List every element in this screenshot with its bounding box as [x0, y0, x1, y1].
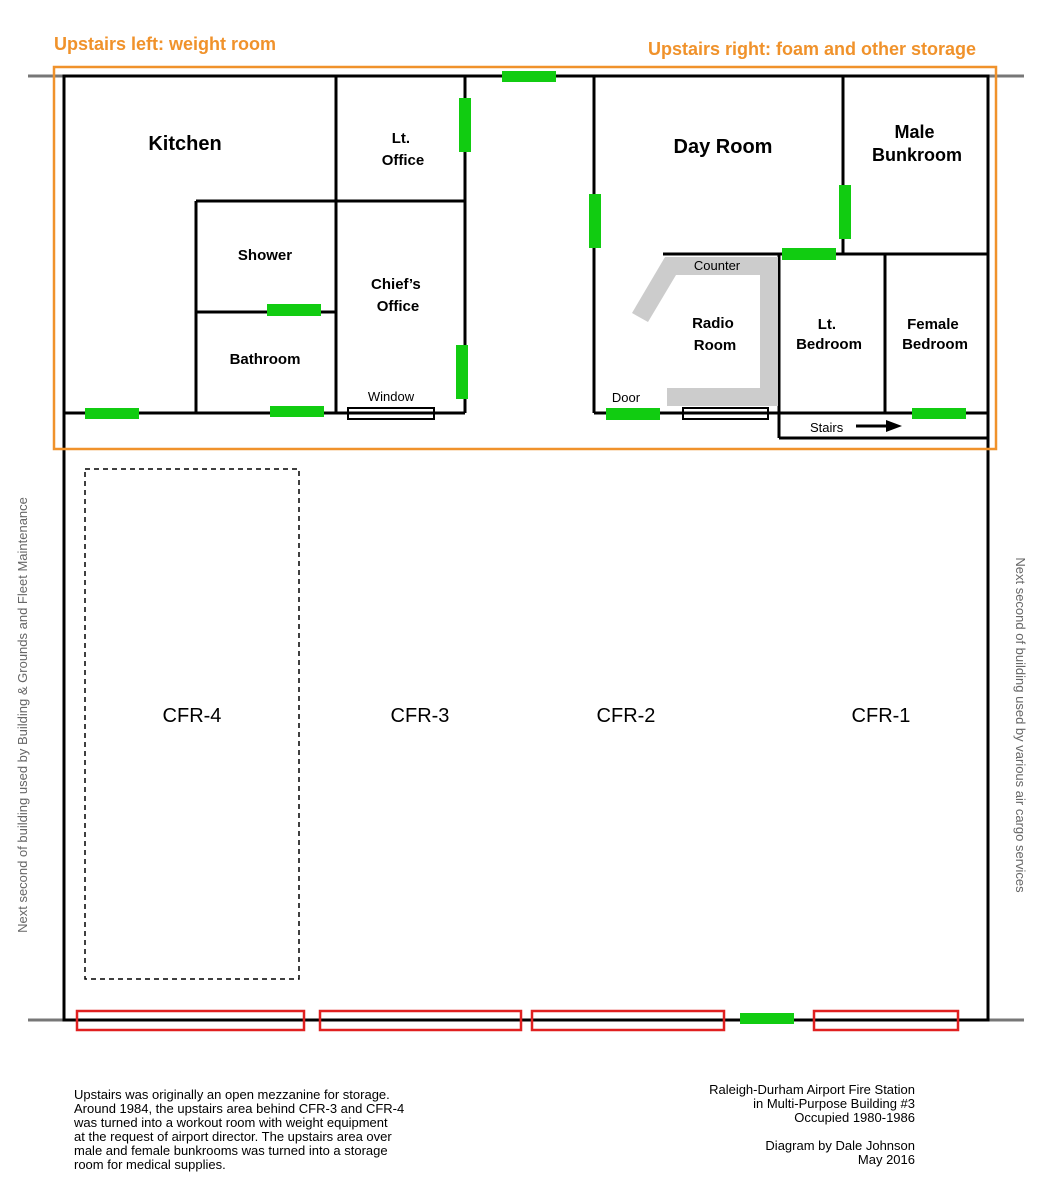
credit-note-line: Occupied 1980-1986: [794, 1110, 915, 1125]
bay-label-cfr-3: CFR-3: [390, 705, 450, 727]
door: [456, 345, 468, 399]
door: [606, 408, 660, 420]
upstairs-right-label: Upstairs right: foam and other storage: [647, 39, 976, 59]
counter-label: Counter: [693, 258, 741, 273]
credit-note-line: in Multi-Purpose Building #3: [753, 1096, 915, 1111]
chiefs-office-label: Chief’s Office: [371, 276, 421, 315]
left-side-label: Next second of building used by Building & Grounds and Fleet Maintenance: [15, 497, 30, 933]
history-note-line: was turned into a workout room with weight equipment: [74, 1115, 388, 1130]
door: [267, 304, 321, 316]
upstairs-left-label: Upstairs left: weight room: [54, 34, 277, 54]
history-note-line: male and female bunkrooms was turned into a storage: [74, 1143, 388, 1158]
window-label: Window: [367, 389, 415, 404]
door: [85, 408, 139, 419]
kitchen-label: Kitchen: [148, 133, 222, 155]
stairs-label: Stairs: [810, 420, 844, 435]
door: [502, 71, 556, 82]
stairs-arrow: [856, 420, 902, 432]
windows: [348, 408, 768, 419]
bay-label-cfr-2: CFR-2: [596, 705, 656, 727]
history-note-line: Upstairs was originally an open mezzanine for storage.: [74, 1087, 390, 1102]
lt-office-label: Lt. Office: [381, 130, 425, 169]
door: [459, 98, 471, 152]
door: [912, 408, 966, 419]
history-note-line: at the request of airport director. The upstairs area over: [74, 1129, 392, 1144]
interior-walls: [64, 76, 988, 438]
credit-note-line: Raleigh-Durham Airport Fire Station: [709, 1082, 915, 1097]
bay-label-cfr-1: CFR-1: [851, 705, 911, 727]
adjacent-building-lines: [28, 76, 1024, 1020]
history-note: [74, 1088, 404, 1172]
doors: [85, 71, 966, 1024]
credit-note-line: May 2016: [857, 1152, 915, 1167]
lt-bedroom-label: Lt. Bedroom: [796, 316, 862, 353]
credit-note-spacer: [709, 1125, 915, 1139]
door: [839, 185, 851, 239]
female-bedroom-label: Female Bedroom: [902, 316, 968, 353]
day-room-label: Day Room: [673, 136, 773, 158]
door-label: Door: [611, 390, 641, 405]
shower-label: Shower: [237, 247, 293, 264]
male-bunkroom-label: Male Bunkroom: [872, 122, 962, 165]
bathroom-label: Bathroom: [229, 351, 301, 368]
door: [270, 406, 324, 417]
door: [740, 1013, 794, 1024]
credit-note: [709, 1083, 915, 1167]
radio-room-label: Radio Room: [692, 315, 737, 354]
door: [782, 248, 836, 260]
history-note-line: room for medical supplies.: [74, 1157, 226, 1172]
history-note-line: Around 1984, the upstairs area behind CFR-3 and CFR-4: [74, 1101, 405, 1116]
credit-note-line: Diagram by Dale Johnson: [765, 1138, 915, 1153]
door: [589, 194, 601, 248]
right-side-label: Next second of building used by various air cargo services: [1013, 557, 1028, 893]
bay-label-cfr-4: CFR-4: [162, 705, 222, 727]
